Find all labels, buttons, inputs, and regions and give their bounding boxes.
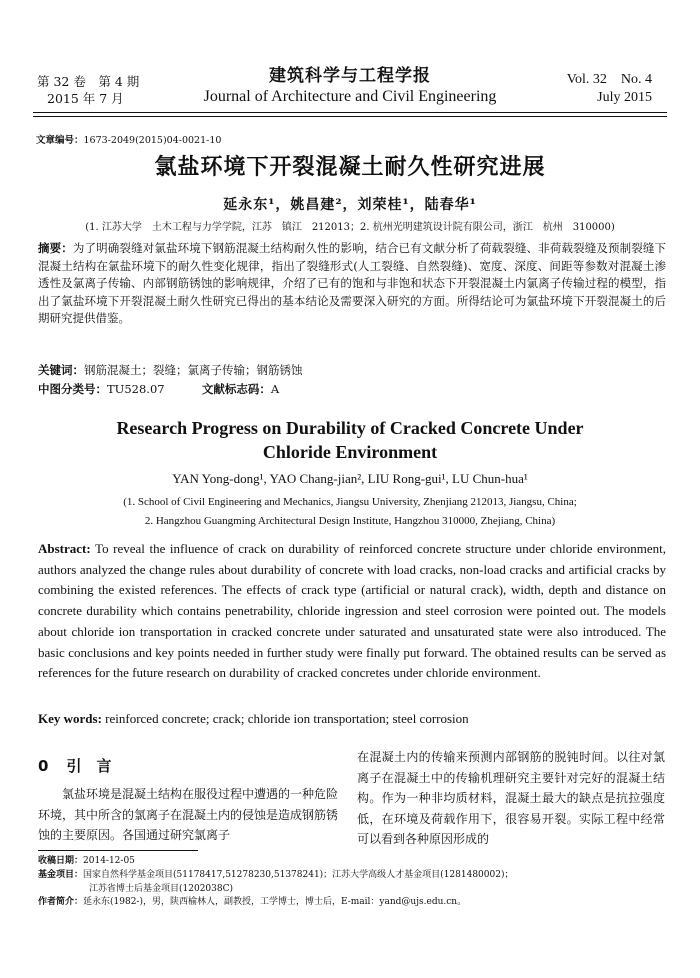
keywords-cn-label: 关键词： — [38, 363, 84, 377]
header-rule — [33, 112, 667, 113]
doc-code-value: A — [270, 382, 280, 396]
fund-label: 基金项目： — [38, 869, 84, 880]
abstract-cn-label: 摘要： — [38, 241, 73, 255]
abstract-cn-text: 为了明确裂缝对氯盐环境下钢筋混凝土结构耐久性的影响，结合已有文献分析了荷载裂缝、非荷载裂缝及预制裂缝下混凝土结构在氯盐环境下的耐久性变化规律，指出了裂缝形式(人工裂缝、自然裂缝)、宽度、深度、间距等参数对混凝土渗透性及氯离子传输、内部钢筋锈蚀的影响规律，介绍了已有的饱和与非饱和状态下开裂混凝土内氯离子传输过程的模型，指出了氯盐环境下开裂混凝土耐久性研究已得出的基本结论及需要深入研究的方面。所得结论可为氯盐环境下开裂混凝土的后期研究提供借鉴。 — [38, 241, 667, 325]
author-bio-label: 作者简介： — [38, 897, 84, 908]
received-value: 2014-12-05 — [83, 856, 135, 866]
date-cn: 2015 年 7 月 — [47, 91, 124, 106]
article-number-value: 1673-2049(2015)04-0021-10 — [83, 135, 222, 146]
article-number-label: 文章编号： — [36, 135, 84, 146]
title-en-line1: Research Progress on Durability of Cracked Concrete Under — [116, 418, 584, 438]
abstract-en-label: Abstract: — [38, 541, 91, 556]
abstract-en-text: To reveal the influence of crack on durability of reinforced concrete structure under chloride environment, authors analyzed the change rules about durability of concrete with load cracks, non-load cracks and artificial cracks by combining the existed references. The effects of crack type (artificial or natural crack), width, depth and distance on concrete durability which contains penetrability, chloride ingression and steel corrosion were pointed out. The models about chloride ion transportation in cracked concrete under saturated and unsaturated state were also introduced. The basic conclusions and key points needed in further study were finally put forward. The obtained results can be served as references for the future research on durability of cracked concretes under chloride environment. — [38, 541, 666, 681]
keywords-cn-text: 钢筋混凝土；裂缝；氯离子传输；钢筋锈蚀 — [84, 363, 303, 377]
author-bio-text: 延永东(1982-)，男，陕西榆林人，副教授，工学博士，博士后，E-mail：yand@ujs.edu.cn。 — [83, 897, 467, 908]
section-number: 0 — [38, 757, 49, 775]
affiliation-en-line1: (1. School of Civil Engineering and Mechanics, Jiangsu University, Zhenjiang 212013, Jiangsu, China; — [123, 496, 577, 508]
keywords-en — [38, 711, 666, 727]
footnotes — [38, 855, 666, 910]
date-en: July 2015 — [597, 90, 652, 105]
affiliations-en — [0, 493, 700, 531]
volume-en: Vol. 32 No. 4 — [566, 72, 652, 87]
keywords-en-label: Key words: — [38, 711, 102, 726]
clc-label: 中图分类号： — [38, 382, 107, 396]
title-en — [0, 416, 700, 464]
doc-code-label: 文献标志码： — [201, 382, 271, 396]
header-rule-thin — [33, 116, 667, 117]
journal-name-en: Journal of Architecture and Civil Engineering — [203, 88, 497, 105]
author-bio — [38, 896, 666, 910]
section-heading — [38, 755, 111, 776]
clc-value: TU528.07 — [107, 382, 165, 396]
abstract-cn — [38, 240, 666, 328]
footnote-rule — [38, 850, 198, 851]
affiliation-en-line2: 2. Hangzhou Guangming Architectural Design Institute, Hangzhou 310000, Zhejiang, China) — [144, 515, 556, 527]
authors-cn: 延永东¹，姚昌建²，刘荣桂¹，陆春华¹ — [223, 197, 477, 213]
abstract-en — [38, 539, 666, 684]
keywords-en-text: reinforced concrete; crack; chloride ion transportation; steel corrosion — [101, 711, 469, 726]
fund-line2: 江苏省博士后基金项目(1202038C) — [89, 883, 233, 894]
article-number — [36, 132, 221, 146]
body-right-column: 在混凝土内的传输来预测内部钢筋的脱钝时间。以往对氯离子在混凝土中的传输机理研究主要针对完好的混凝土结构。作为一种非均质材料，混凝土最大的缺点是抗拉强度低，在环境及荷载作用下，很容易开裂。实际工程中经常可以看到各种原因形成的 — [357, 750, 665, 846]
journal-name-cn: 建筑科学与工程学报 — [269, 66, 431, 86]
title-cn: 氯盐环境下开裂混凝土耐久性研究进展 — [154, 155, 546, 180]
title-en-line2: Chloride Environment — [262, 442, 438, 462]
classification — [38, 381, 666, 399]
body-left-column: 氯盐环境是混凝土结构在服役过程中遭遇的一种危险环境，其中所含的氯离子在混凝土内的侵蚀是造成钢筋锈蚀的主要原因。各国通过研究氯离子 — [38, 787, 339, 842]
authors-en: YAN Yong-dong¹, YAO Chang-jian², LIU Rong-gui¹, LU Chun-hua¹ — [172, 471, 528, 486]
received-label: 收稿日期： — [38, 856, 84, 866]
volume-cn: 第 32 卷 第 4 期 — [37, 74, 140, 89]
keywords-cn — [38, 362, 666, 380]
affiliations-cn: (1. 江苏大学 土木工程与力学学院，江苏 镇江 212013；2. 杭州光明建筑设计院有限公司，浙江 杭州 310000) — [85, 222, 615, 233]
section-title: 引 言 — [66, 757, 112, 775]
received-date — [38, 855, 666, 869]
fund-info — [38, 869, 666, 883]
header-volume-en — [567, 71, 652, 107]
fund-line1: 国家自然科学基金项目(51178417,51278230,51378241)；江苏大学高级人才基金项目(1281480002)； — [83, 869, 514, 880]
